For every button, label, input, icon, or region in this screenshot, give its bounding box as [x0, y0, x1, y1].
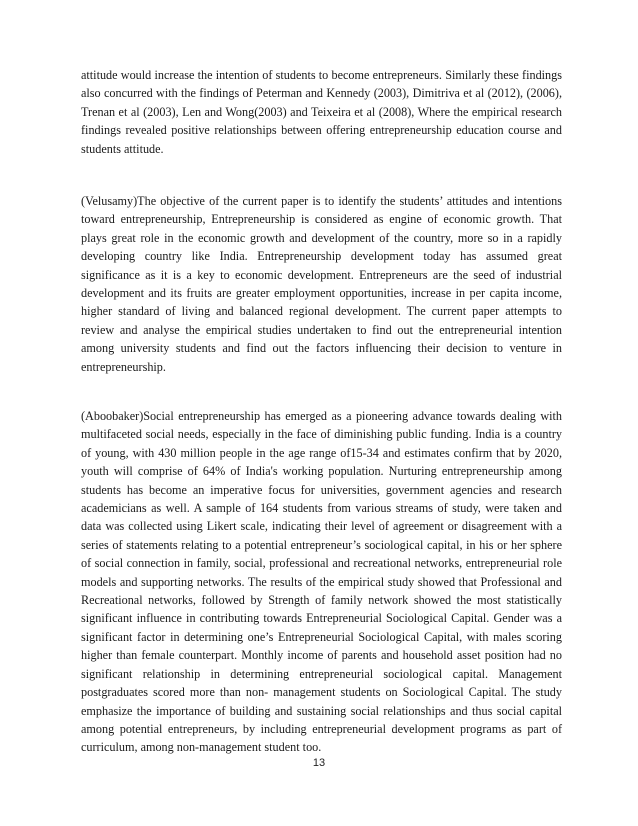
page-number: 13: [312, 757, 326, 769]
paragraph-aboobaker: (Aboobaker)Social entrepreneurship has emerged as a pioneering advance towards dealing with multifaceted social needs, especially in the face of diminishing public funding. India is a country of young, with 430 million people in the age range of15-34 and estimates confirm that by 2020, youth will comprise of 64% of India's working population. Nurturing entrepreneurship among students has become an imperative focus for universities, government agencies and research academicians as well. A sample of 164 students from various streams of study, were taken and data was collected using Likert scale, indicating their level of agreement or disagreement with a series of statements relating to a potential entrepreneur’s sociological capital, in his or her sphere of social connection in family, social, professional and recreational networks, entrepreneurial role models and supporting networks. The results of the empirical study showed that Professional and Recreational networks, followed by Strength of family network showed the most statistically significant influence in contributing towards Entrepreneurial Sociological Capital. Gender was a significant factor in determining one’s Entrepreneurial Sociological Capital, with males scoring higher than female counterpart. Monthly income of parents and household asset position had no significant relationship in determining entrepreneurial sociological capital. Management postgraduates scored more than non- management students on Sociological Capital. The study emphasize the importance of building and sustaining social relationships and thus social capital among potential entrepreneurs, by including entrepreneurial development programs as part of curriculum, among non-management student too.: [81, 409, 562, 755]
paragraph-intro: attitude would increase the intention of students to become entrepreneurs. Similarly these findings also concurred with the findings of Peterman and Kennedy (2003), Dimitriva et al (2012), (2006), Trenan et al (2003), Len and Wong(2003) and Teixeira et al (2008), Where the empirical research findings revealed positive relationships between offering entrepreneurship education course and students attitude.: [81, 68, 562, 156]
paragraph-velusamy: (Velusamy)The objective of the current paper is to identify the students’ attitudes and intentions toward entrepreneurship, Entrepreneurship is considered as engine of economic growth. That plays great role in the economic growth and development of the country, more so in a rapidly developing country like India. Entrepreneurship development today has assumed great significance as it is a key to economic development. Entrepreneurs are the seed of industrial development and its fruits are greater employment opportunities, increase in per capita income, higher standard of living and balanced regional development. The current paper attempts to review and analyse the empirical studies undertaken to find out the entrepreneurial intention among university students and find out the factors influencing their decision to venture in entrepreneurship.: [81, 194, 562, 374]
